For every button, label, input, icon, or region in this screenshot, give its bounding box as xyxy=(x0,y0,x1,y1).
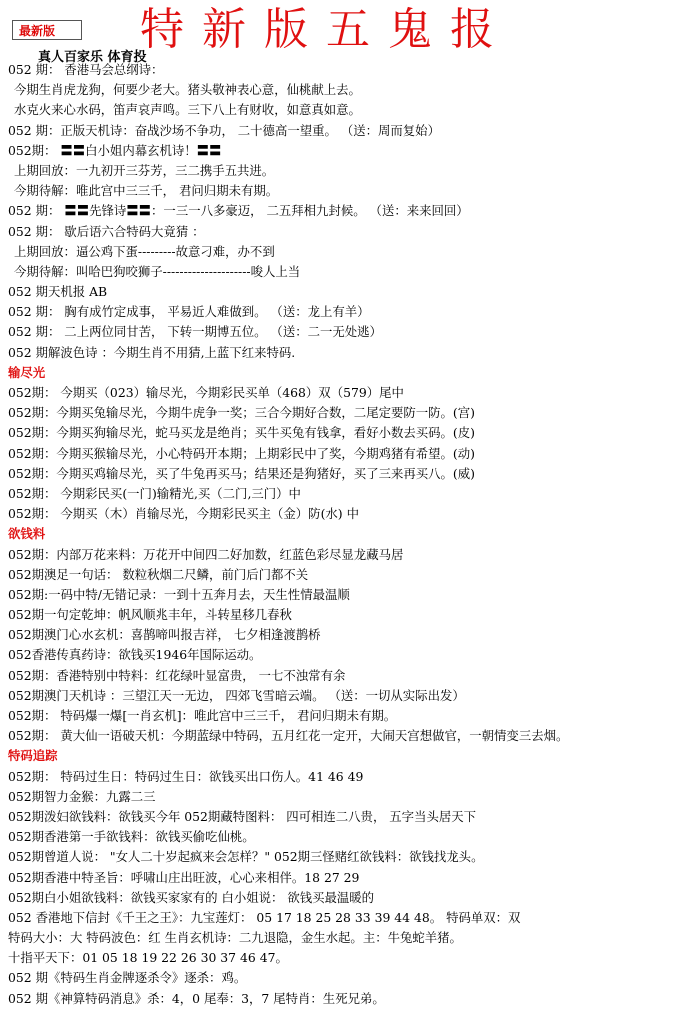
content-line: 052 期： 歇后语六合特码大竟猜 ： xyxy=(8,223,205,239)
content-line: 052期澳门天机诗 ：三望江天一无边， 四郊飞雪暗云端。 （送：一切从实际出发） xyxy=(8,687,465,703)
content-line: 052期：内部万花来料：万花开中间四二好加数，红蓝色彩尽显龙藏马居 xyxy=(8,546,404,562)
content-line: 052期： 今期彩民买(一门)输精光,买（二门,三门）中 xyxy=(8,485,301,501)
edition-badge: 最新版 xyxy=(12,20,82,40)
content-line: 052 期： 胸有成竹定成事， 平易近人难做到。 （送：龙上有羊） xyxy=(8,304,370,320)
content-line: 052期曾道人说： "女人二十岁起疯来会怎样？" 052期三怪赌红欲钱料：欲钱找龙头。 xyxy=(8,849,484,865)
content-line: 052期一句定乾坤：帆风顺兆丰年，斗转星移几春秋 xyxy=(8,607,292,623)
content-line: 052 期： 二上两位同甘苦， 下转一期博五位。 （送：二一无处逃） xyxy=(8,324,382,340)
section-heading: 特码追踪 xyxy=(8,748,58,764)
page-subtitle: 真人百家乐 体育投 xyxy=(38,50,147,65)
content-line: 今期待解：唯此宫中三三千， 君问归期未有期。 xyxy=(14,183,279,199)
content-line: 052期： 今期买（023）输尽光，今期彩民买单（468）双（579）尾中 xyxy=(8,385,404,400)
content-line: 今期生肖虎龙狗，何要少老大。猪头敬神表心意，仙桃献上去。 xyxy=(14,82,361,98)
content-line: 052期： 〓〓白小姐内幕玄机诗！〓〓 xyxy=(8,142,222,158)
content-line: 052 期《特码生肖金牌逐杀令》逐杀：鸡。 xyxy=(8,970,247,986)
content-line: 今期待解：叫哈巴狗咬狮子---------------------唆人上当 xyxy=(14,263,301,279)
content-line: 052 香港地下信封《千王之王》：九宝莲灯： 05 17 18 25 28 33 39 44 48。 特码单双：双 xyxy=(8,909,521,925)
content-line: 052期：今期买兔输尽光，今期牛虎争一奖；三合今期好合数，二尾定要防一防。(宫) xyxy=(8,405,475,421)
page-title: 特新版五鬼报 xyxy=(140,4,512,55)
content-line: 052期:一码中特/无错记录：一到十五奔月去，天生性情最温顺 xyxy=(8,586,350,602)
content-line: 052期智力金猴：九露二三 xyxy=(8,788,156,804)
content-line: 052期香港中特圣旨：呼啸山庄出旺波，心心来相伴。18 27 29 xyxy=(8,869,360,885)
content-line: 052期：今期买鸡输尽光，买了牛兔再买马；结果还是狗猪好，买了三来再买八。(威) xyxy=(8,465,475,481)
content-line: 052期澳门心水玄机：喜鹊啼叫报吉祥， 七夕相逢渡鹊桥 xyxy=(8,627,321,643)
content-line: 052香港传真药诗：欲钱买1946年国际运动。 xyxy=(8,647,262,663)
content-line: 特码大小：大 特码波色：红 生肖玄机诗：二九退隐，金生水起。主：牛兔蛇羊猪。 xyxy=(8,930,462,946)
content-line: 052期白小姐欲钱料：欲钱买家家有的 白小姐说： 欲钱买最温暖的 xyxy=(8,889,375,905)
content-line: 052期： 今期买（木）肖输尽光，今期彩民买主（金）防(水) 中 xyxy=(8,506,359,522)
content-line: 052期： 特码爆一爆[一肖玄机]：唯此宫中三三千， 君问归期未有期。 xyxy=(8,708,397,723)
section-heading: 输尽光 xyxy=(8,364,46,380)
content-line: 052期泼妇欲钱料：欲钱买今年 052期藏特图料： 四可相连二八贵， 五字当头居天下 xyxy=(8,808,477,824)
content-line: 上期回放：一九初开三芬芳，三二携手五共进。 xyxy=(14,162,275,178)
section-heading: 欲钱料 xyxy=(8,526,46,542)
content-line: 052期：今期买狗输尽光，蛇马买龙是绝肖；买牛买兔有钱拿，看好小数去买码。(皮) xyxy=(8,425,475,441)
content-line: 052 期天机报 AB xyxy=(8,284,108,300)
content-line: 052 期解波色诗 ：今期生肖不用猜,上蓝下红来特码. xyxy=(8,344,296,360)
content-line: 052 期《神算特码消息》杀：4，0 尾奉：3，7 尾特肖：生死兄弟。 xyxy=(8,990,385,1006)
content-line: 052期： 特码过生日：特码过生日：欲钱买出口伤人。41 46 49 xyxy=(8,768,364,784)
content-line: 052期：香港特别中特料：红花绿叶显富贵， 一七不浊常有余 xyxy=(8,667,346,683)
content-line: 十指平天下：01 05 18 19 22 26 30 37 46 47。 xyxy=(8,950,288,966)
content-line: 052期：今期买猴输尽光，小心特码开本期；上期彩民中了奖，今期鸡猪有希望。(动) xyxy=(8,445,475,461)
content-line: 052期香港第一手欲钱料：欲钱买偷吃仙桃。 xyxy=(8,829,255,845)
content-line: 052 期：正版天机诗：奋战沙场不争功， 二十德高一望重。 （送：周而复始） xyxy=(8,122,440,138)
content-line: 052 期： 〓〓先锋诗〓〓：一三一八多豪迈， 二五拜相九封候。 （送：来来回回） xyxy=(8,203,469,219)
content-line: 052期： 黄大仙一语破天机：今期蓝绿中特码，五月红花一定开，大闹天宫想做官，一朝情变三去烟。 xyxy=(8,728,569,744)
content-line: 052 期： 香港马会总纲诗： xyxy=(8,62,164,77)
content-lines xyxy=(8,60,688,1009)
content-line: 水克火来心水码，笛声哀声鸣。三下八上有财收，如意真如意。 xyxy=(14,102,361,118)
content-line: 上期回放：逼公鸡下蛋---------故意刁难，办不到 xyxy=(14,243,275,259)
content-line: 052期澳足一句话： 数粒秋烟二尺鳞，前门后门都不关 xyxy=(8,566,309,582)
